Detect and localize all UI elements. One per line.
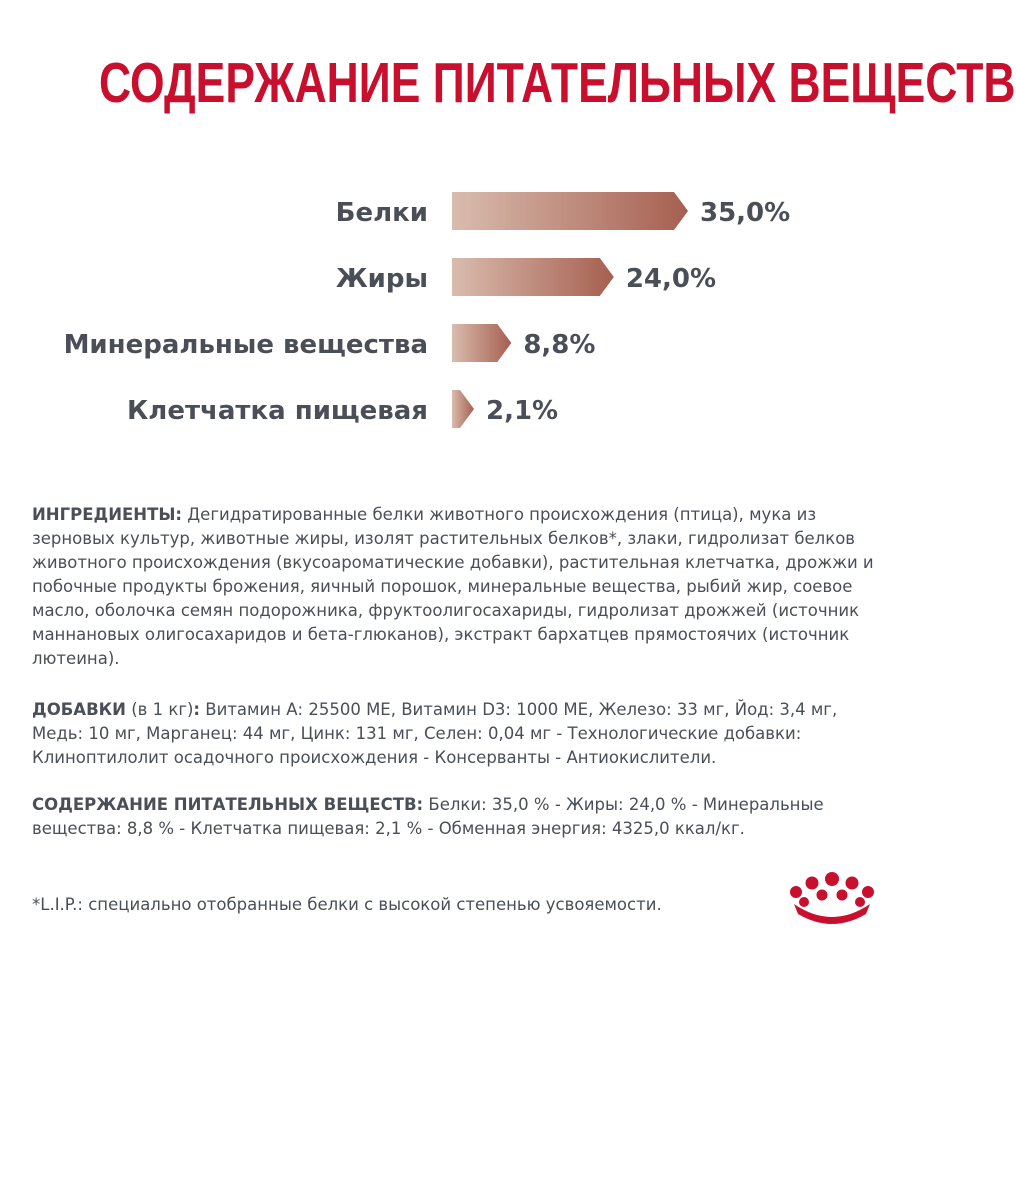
value-label: 24,0%	[625, 264, 717, 294]
additives-label: ДОБАВКИ	[32, 700, 126, 719]
nutrient-bar-chart	[0, 170, 900, 450]
bar	[452, 390, 474, 428]
ingredients-paragraph	[32, 503, 880, 671]
nutrients-text: Белки: 35,0 % - Жиры: 24,0 % - Минеральные вещества: 8,8 % - Клетчатка пищевая: 2,1 % - Обменная энергия: 4325,0 ккал/кг.	[32, 795, 824, 838]
category-label: Минеральные вещества	[63, 330, 428, 360]
ingredients-label: ИНГРЕДИЕНТЫ:	[32, 505, 183, 524]
bar	[452, 324, 511, 362]
bar	[452, 258, 614, 296]
value-label: 8,8%	[523, 330, 596, 360]
additives-colon: :	[193, 700, 201, 719]
additives-text: Витамин А: 25500 МЕ, Витамин D3: 1000 МЕ, Железо: 33 мг, Йод: 3,4 мг, Медь: 10 мг, Марганец: 44 мг, Цинк: 131 мг, Селен: 0,04 мг - Технологические добавки: Клиноптилолит осадочного происхождения - Консерванты - Антиокислители.	[32, 700, 838, 767]
additives-paragraph	[32, 698, 880, 770]
footnote: *L.I.P.: специально отобранные белки с высокой степенью усвояемости.	[32, 895, 662, 914]
royal-crown-icon	[782, 870, 882, 930]
page-title: СОДЕРЖАНИЕ ПИТАТЕЛЬНЫХ ВЕЩЕСТВ	[99, 51, 1016, 115]
nutrients-label: СОДЕРЖАНИЕ ПИТАТЕЛЬНЫХ ВЕЩЕСТВ:	[32, 795, 424, 814]
bar	[452, 192, 688, 230]
ingredients-text: Дегидратированные белки животного происхождения (птица), мука из зерновых культур, животные жиры, изолят растительных белков*, злаки, гидролизат белков животного происхождения (вкусоароматические добавки), растительная клетчатка, дрожжи и побочные продукты брожения, яичный порошок, минеральные вещества, рыбий жир, соевое масло, оболочка семян подорожника, фруктоолигосахариды, гидролизат дрожжей (источник маннановых олигосахаридов и бета-глюканов), экстракт бархатцев прямостоячих (источник лютеина).	[32, 505, 874, 668]
category-label: Клетчатка пищевая	[127, 396, 428, 426]
nutrients-paragraph	[32, 793, 880, 841]
category-label: Жиры	[335, 264, 428, 294]
value-label: 2,1%	[486, 396, 559, 426]
value-label: 35,0%	[700, 198, 791, 228]
category-label: Белки	[335, 198, 428, 228]
additives-per: (в 1 кг)	[125, 700, 194, 719]
